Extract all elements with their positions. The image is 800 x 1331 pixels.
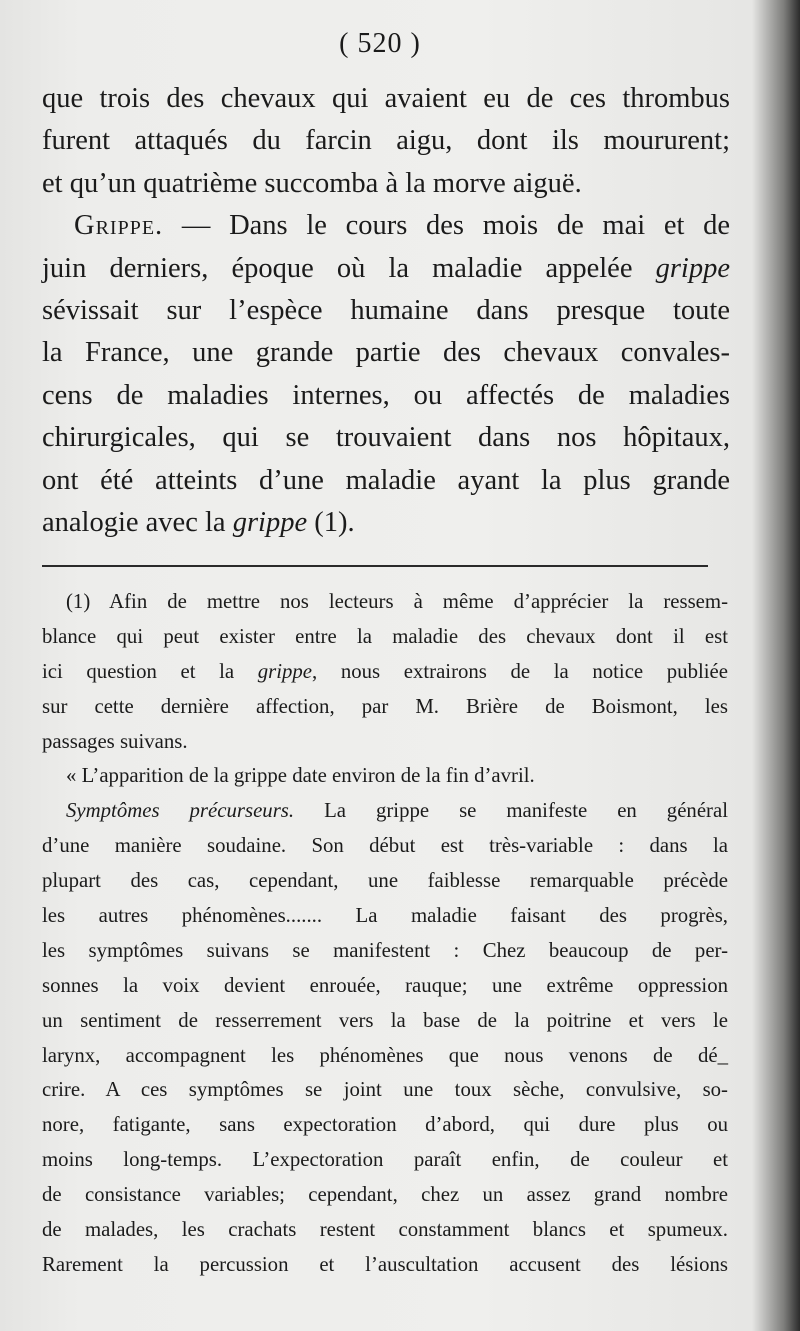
text-line: juin derniers, époque où la maladie appelée grippe	[42, 252, 730, 284]
italic-term: grippe	[257, 659, 313, 683]
footnote-line: les autres phénomènes....... La maladie faisant des progrès,	[42, 904, 728, 928]
footnote-line: un sentiment de resserrement vers la base de la poitrine et vers le	[42, 1008, 728, 1032]
grippe-paragraph-first-line: Grippe. — Dans le cours des mois de mai et de	[74, 210, 730, 242]
main-text	[42, 78, 730, 544]
footnote-line: d’une manière soudaine. Son début est très-variable : dans la	[42, 834, 728, 858]
footnote-line: les symptômes suivans se manifestent : Chez beaucoup de per-	[42, 938, 728, 962]
footnote-divider	[42, 565, 708, 567]
text-line: ont été atteints d’une maladie ayant la plus grande	[42, 464, 730, 496]
page-number: ( 520 )	[339, 28, 421, 59]
footnote-line: nore, fatigante, sans expectoration d’abord, qui dure plus ou	[42, 1113, 728, 1137]
footnote-line: de malades, les crachats restent constamment blancs et spumeux.	[42, 1218, 728, 1242]
text-line: cens de maladies internes, ou affectés de maladies	[42, 379, 730, 411]
footnote-line: passages suivans.	[42, 729, 188, 753]
footnote	[42, 585, 728, 1283]
footnote-line: larynx, accompagnent les phénomènes que nous venons de dé_	[42, 1043, 728, 1067]
footnote-line: de consistance variables; cependant, chez un assez grand nombre	[42, 1183, 728, 1207]
italic-term: grippe	[232, 506, 308, 538]
text-line: analogie avec la grippe (1).	[42, 506, 355, 538]
text-line: furent attaqués du farcin aigu, dont ils moururent;	[42, 125, 730, 157]
footnote-line: moins long-temps. L’expectoration paraît enfin, de couleur et	[42, 1148, 728, 1172]
footnote-line: sur cette dernière affection, par M. Brière de Boismont, les	[42, 694, 728, 718]
text-line: que trois des chevaux qui avaient eu de ces thrombus	[42, 83, 730, 114]
footnote-ref[interactable]: (1).	[314, 506, 355, 538]
footnote-line: ici question et la grippe, nous extrairons de la notice publiée	[42, 659, 728, 683]
section-heading-grippe: Grippe.	[74, 210, 164, 242]
text-line: sévissait sur l’espèce humaine dans presque toute	[42, 294, 730, 326]
italic-heading: Symptômes précurseurs.	[66, 799, 295, 823]
footnote-line: blance qui peut exister entre la maladie des chevaux dont il est	[42, 624, 728, 648]
text-line: et qu’un quatrième succomba à la morve aiguë.	[42, 167, 582, 199]
footnote-line: (1) Afin de mettre nos lecteurs à même d’apprécier la ressem-	[66, 590, 728, 613]
italic-term: grippe	[655, 252, 730, 284]
text-line: la France, une grande partie des chevaux convales-	[42, 337, 730, 369]
footnote-line: Rarement la percussion et l’auscultation accusent des lésions	[42, 1252, 728, 1276]
footnote-line: plupart des cas, cependant, une faiblesse remarquable précède	[42, 869, 728, 893]
footnote-line: crire. A ces symptômes se joint une toux sèche, convulsive, so-	[42, 1078, 728, 1102]
footnote-line: Symptômes précurseurs. La grippe se manifeste en général	[66, 799, 728, 823]
text-line: chirurgicales, qui se trouvaient dans nos hôpitaux,	[42, 422, 730, 454]
footnote-line: sonnes la voix devient enrouée, rauque; une extrême oppression	[42, 973, 728, 997]
footnote-line: « L’apparition de la grippe date environ de la fin d’avril.	[66, 764, 535, 788]
